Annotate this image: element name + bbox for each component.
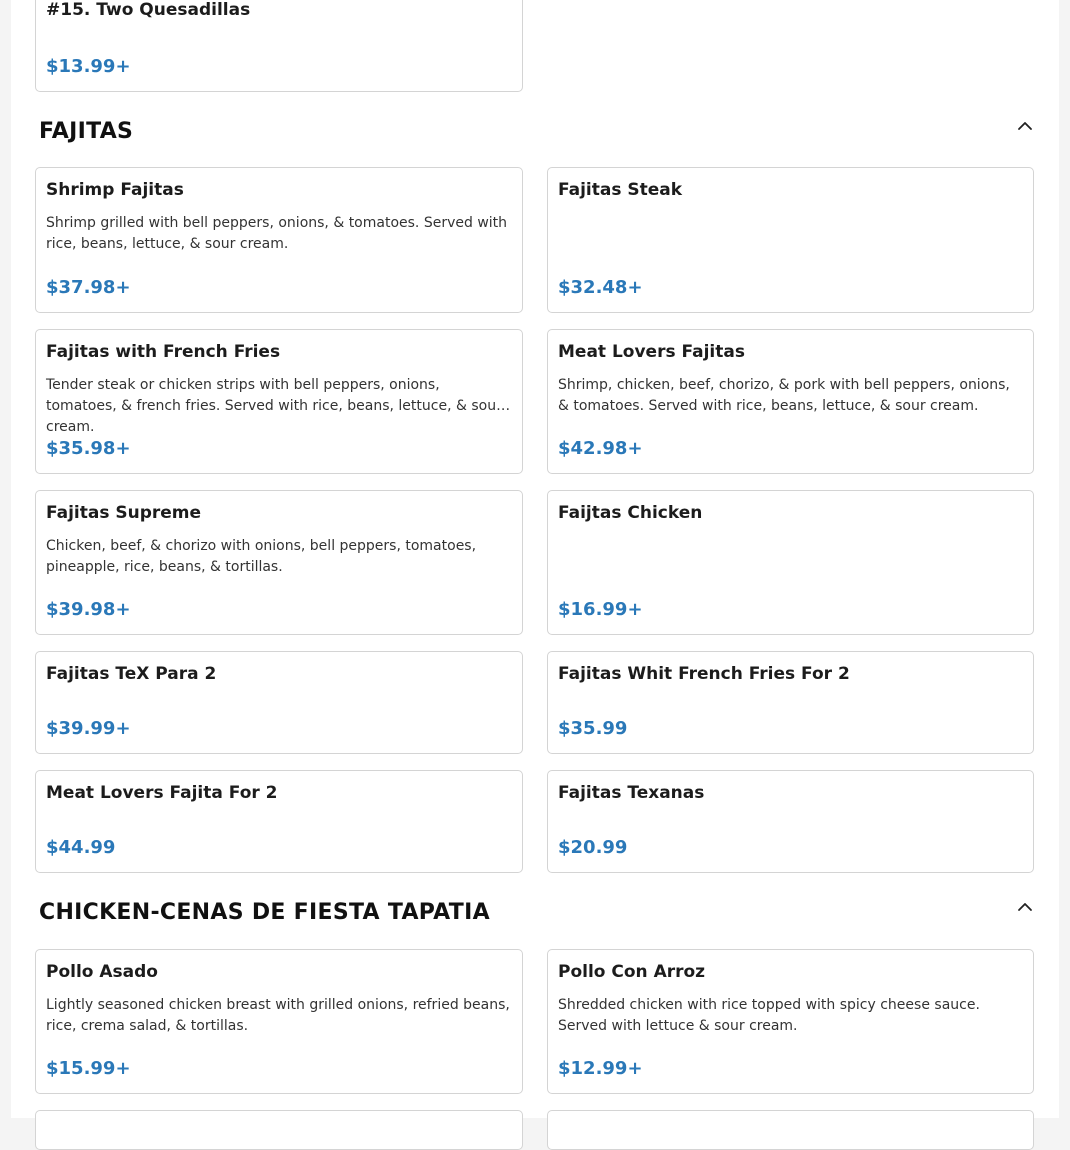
menu-item-card[interactable] xyxy=(35,770,523,873)
menu-item-price: $32.48+ xyxy=(558,277,643,298)
menu-item-name: Pollo Asado xyxy=(46,962,158,982)
chevron-up-icon[interactable] xyxy=(1015,116,1035,136)
menu-item-description: Shrimp grilled with bell peppers, onions, & tomatoes. Served with rice, beans, lettuce, & sour cream. xyxy=(46,215,508,252)
menu-item-price: $44.99 xyxy=(46,837,116,858)
section-title: CHICKEN-CENAS DE FIESTA TAPATIA xyxy=(39,900,490,925)
menu-page xyxy=(11,0,1059,1118)
menu-item-price: $39.98+ xyxy=(46,599,131,620)
menu-item-name: #15. Two Quesadillas xyxy=(46,0,251,20)
menu-item-name: Pollo Con Arroz xyxy=(558,962,706,982)
menu-item-name: Fajitas Steak xyxy=(558,180,683,200)
menu-item-name: Fajitas Texanas xyxy=(558,783,705,803)
menu-item-card[interactable] xyxy=(35,490,523,635)
menu-item-name: Fajitas Supreme xyxy=(46,503,202,523)
menu-item-price: $39.99+ xyxy=(46,718,131,739)
menu-item-description: Chicken, beef, & chorizo with onions, bell peppers, tomatoes, pineapple, rice, beans, & tortillas. xyxy=(46,538,477,575)
menu-item-price: $15.99+ xyxy=(46,1058,131,1079)
menu-item-card[interactable] xyxy=(547,949,1034,1094)
menu-item-card[interactable] xyxy=(35,0,523,92)
menu-item-description: Shrimp, chicken, beef, chorizo, & pork with bell peppers, onions, & tomatoes. Served with rice, beans, lettuce, & sour cream. xyxy=(558,377,1010,414)
menu-item-card[interactable] xyxy=(547,490,1034,635)
menu-item-description: Tender steak or chicken strips with bell peppers, onions, tomatoes, & french fries. Served with rice, beans, lettuce, & sour cream. xyxy=(46,377,502,435)
menu-item-price: $35.98+ xyxy=(46,438,131,459)
menu-item-card[interactable] xyxy=(35,651,523,754)
menu-item-card[interactable] xyxy=(547,770,1034,873)
menu-item-price: $13.99+ xyxy=(46,56,131,77)
menu-item-card[interactable] xyxy=(35,329,523,474)
menu-item-name: Fajitas with French Fries xyxy=(46,342,281,362)
menu-item-card[interactable] xyxy=(547,167,1034,313)
menu-item-price: $20.99 xyxy=(558,837,628,858)
menu-item-card[interactable] xyxy=(35,167,523,313)
menu-item-price: $16.99+ xyxy=(558,599,643,620)
menu-item-card[interactable] xyxy=(547,329,1034,474)
menu-item-card[interactable] xyxy=(35,949,523,1094)
menu-item-name: Shrimp Fajitas xyxy=(46,180,184,200)
menu-item-name: Meat Lovers Fajita For 2 xyxy=(46,783,278,803)
menu-item-price: $12.99+ xyxy=(558,1058,643,1079)
menu-item-price: $42.98+ xyxy=(558,438,643,459)
chevron-up-icon[interactable] xyxy=(1015,897,1035,917)
section-title: FAJITAS xyxy=(39,119,134,144)
menu-item-card[interactable] xyxy=(547,1110,1034,1150)
menu-item-price: $37.98+ xyxy=(46,277,131,298)
menu-item-card[interactable] xyxy=(35,1110,523,1150)
menu-item-name: Fajitas Whit French Fries For 2 xyxy=(558,664,850,684)
menu-item-name: Faijtas Chicken xyxy=(558,503,703,523)
menu-item-card[interactable] xyxy=(547,651,1034,754)
menu-item-name: Fajitas TeX Para 2 xyxy=(46,664,217,684)
menu-item-description: Shredded chicken with rice topped with spicy cheese sauce. Served with lettuce & sour cream. xyxy=(558,997,980,1034)
menu-item-name: Meat Lovers Fajitas xyxy=(558,342,745,362)
menu-item-description: Lightly seasoned chicken breast with grilled onions, refried beans, rice, crema salad, & tortillas. xyxy=(46,997,510,1034)
menu-item-price: $35.99 xyxy=(558,718,628,739)
